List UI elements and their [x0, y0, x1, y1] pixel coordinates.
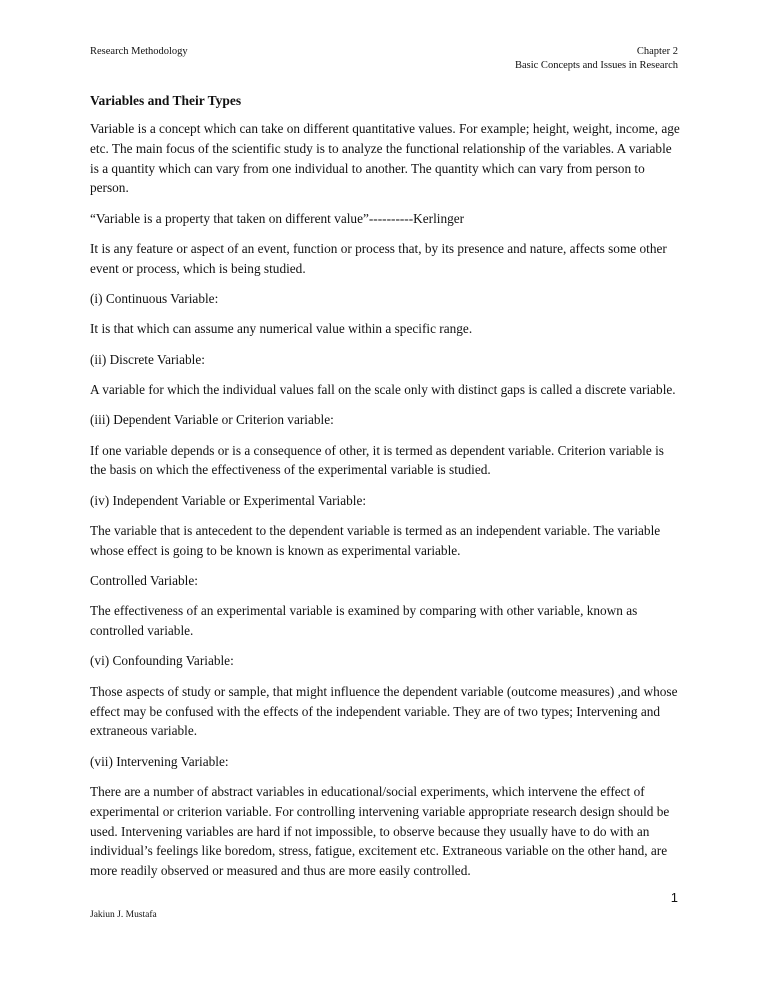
footer-author: Jakiun J. Mustafa: [90, 910, 157, 920]
subheading-controlled: Controlled Variable:: [90, 573, 198, 589]
document-body: [90, 92, 680, 891]
header-right: [515, 45, 678, 73]
paragraph-definition: Variable is a concept which can take on different quantitative values. For example; height, weight, income, age etc. The main focus of the scientific study is to analyze the functional relationship of the variables. A variable is a quantity which can vary from one individual to another. The quantity which can vary from person to person.: [90, 121, 680, 196]
subheading-confounding: (vi) Confounding Variable:: [90, 653, 234, 669]
page-number: 1: [670, 890, 678, 905]
header-chapter: Chapter 2: [636, 46, 678, 57]
subheading-intervening: (vii) Intervening Variable:: [90, 753, 229, 769]
subheading-discrete: (ii) Discrete Variable:: [90, 351, 205, 367]
paragraph-independent: The variable that is antecedent to the dependent variable is termed as an independent variable. The variable whose effect is going to be known is known as experimental variable.: [90, 522, 661, 558]
paragraph-confounding: Those aspects of study or sample, that might influence the dependent variable (outcome measures) ,and whose effect may be confused with the effects of the independent variable. They are of two types; Intervening and extraneous variable.: [90, 683, 678, 739]
paragraph-intervening: There are a number of abstract variables in educational/social experiments, which intervene the effect of experimental or criterion variable. For controlling intervening variable appropriate research design should be used. Intervening variables are hard if not impossible, to observe because they usually have to do with an individual’s feelings like boredom, stress, fatigue, excitement etc. Extraneous variable on the other hand, are more readily observed or measured and thus are more easily controlled.: [90, 783, 670, 879]
paragraph-controlled: The effectiveness of an experimental variable is examined by comparing with other variable, known as controlled variable.: [90, 603, 638, 639]
paragraph-quote: “Variable is a property that taken on different value”----------Kerlinger: [90, 210, 465, 226]
subheading-dependent: (iii) Dependent Variable or Criterion variable:: [90, 412, 334, 428]
paragraph-feature: It is any feature or aspect of an event, function or process that, by its presence and nature, affects some other event or process, which is being studied.: [90, 240, 667, 276]
paragraph-continuous: It is that which can assume any numerical value within a specific range.: [90, 321, 473, 337]
subheading-continuous: (i) Continuous Variable:: [90, 291, 219, 307]
section-heading: Variables and Their Types: [90, 93, 242, 108]
header-left: Research Methodology: [90, 46, 188, 57]
subheading-independent: (iv) Independent Variable or Experimental Variable:: [90, 492, 367, 508]
header-chapter-title: Basic Concepts and Issues in Research: [514, 60, 678, 71]
paragraph-dependent: If one variable depends or is a consequence of other, it is termed as dependent variable. Criterion variable is the basis on which the effectiveness of the experimental variable is studied.: [90, 442, 664, 478]
paragraph-discrete: A variable for which the individual values fall on the scale only with distinct gaps is called a discrete variable.: [90, 381, 676, 397]
